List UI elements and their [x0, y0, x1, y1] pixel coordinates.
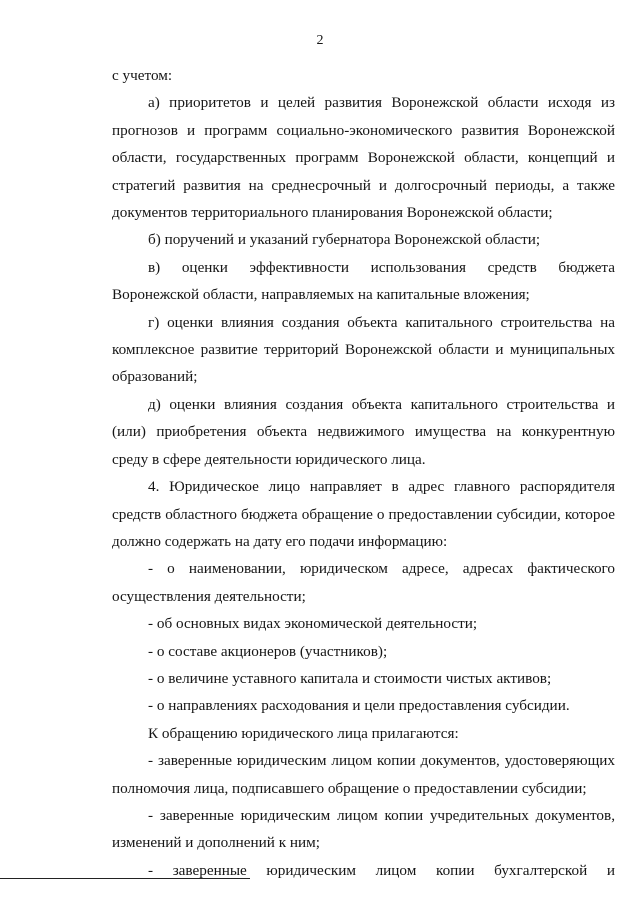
- paragraph: д) оценки влияния создания объекта капитального строительства и (или) приобретения объекта недвижимого имущества на конкурентную среду в сфере деятельности юридического лица.: [112, 395, 615, 468]
- paragraph: - о направлениях расходования и цели предоставления субсидии.: [148, 697, 570, 715]
- paragraph: 4. Юридическое лицо направляет в адрес главного распорядителя средств областного бюджета обращение о предоставлении субсидии, которое должно содержать на дату его подачи информацию:: [112, 478, 615, 550]
- paragraph: г) оценки влияния создания объекта капитального строительства на комплексное развитие территорий Воронежской области и муниципальных образований;: [112, 313, 615, 386]
- paragraph: - об основных видах экономической деятельности;: [148, 615, 478, 633]
- paragraph: - о составе акционеров (участников);: [148, 642, 388, 660]
- paragraph: К обращению юридического лица прилагаются:: [148, 724, 459, 742]
- paragraph: б) поручений и указаний губернатора Воронежской области;: [148, 231, 541, 249]
- page-number: 2: [316, 33, 324, 48]
- paragraph: в) оценки эффективности использования средств бюджета Воронежской области, направляемых на капитальные вложения;: [112, 258, 615, 304]
- paragraph: - заверенные юридическим лицом копии документов, удостоверяющих полномочия лица, подписавшего обращение о предоставлении субсидии;: [112, 752, 615, 797]
- paragraph: - заверенные юридическим лицом копии учредительных документов, изменений и дополнений к ним;: [112, 806, 615, 852]
- paragraph: а) приоритетов и целей развития Воронежской области исходя из прогнозов и программ социально-экономического развития Воронежской области, государственных программ Воронежской области, концепций и стратегий развития на среднесрочный и долгосрочный периоды, а также документов территориального планирования Воронежской области;: [112, 94, 615, 222]
- paragraph: - о величине уставного капитала и стоимости чистых активов;: [148, 669, 552, 687]
- paragraph: - заверенные юридическим лицом копии бухгалтерской и: [148, 861, 615, 879]
- paragraph: с учетом:: [112, 67, 173, 84]
- footer-rule: [0, 878, 250, 879]
- paragraph: - о наименовании, юридическом адресе, адресах фактического осуществления деятельности;: [112, 560, 615, 605]
- document-body: [112, 62, 615, 884]
